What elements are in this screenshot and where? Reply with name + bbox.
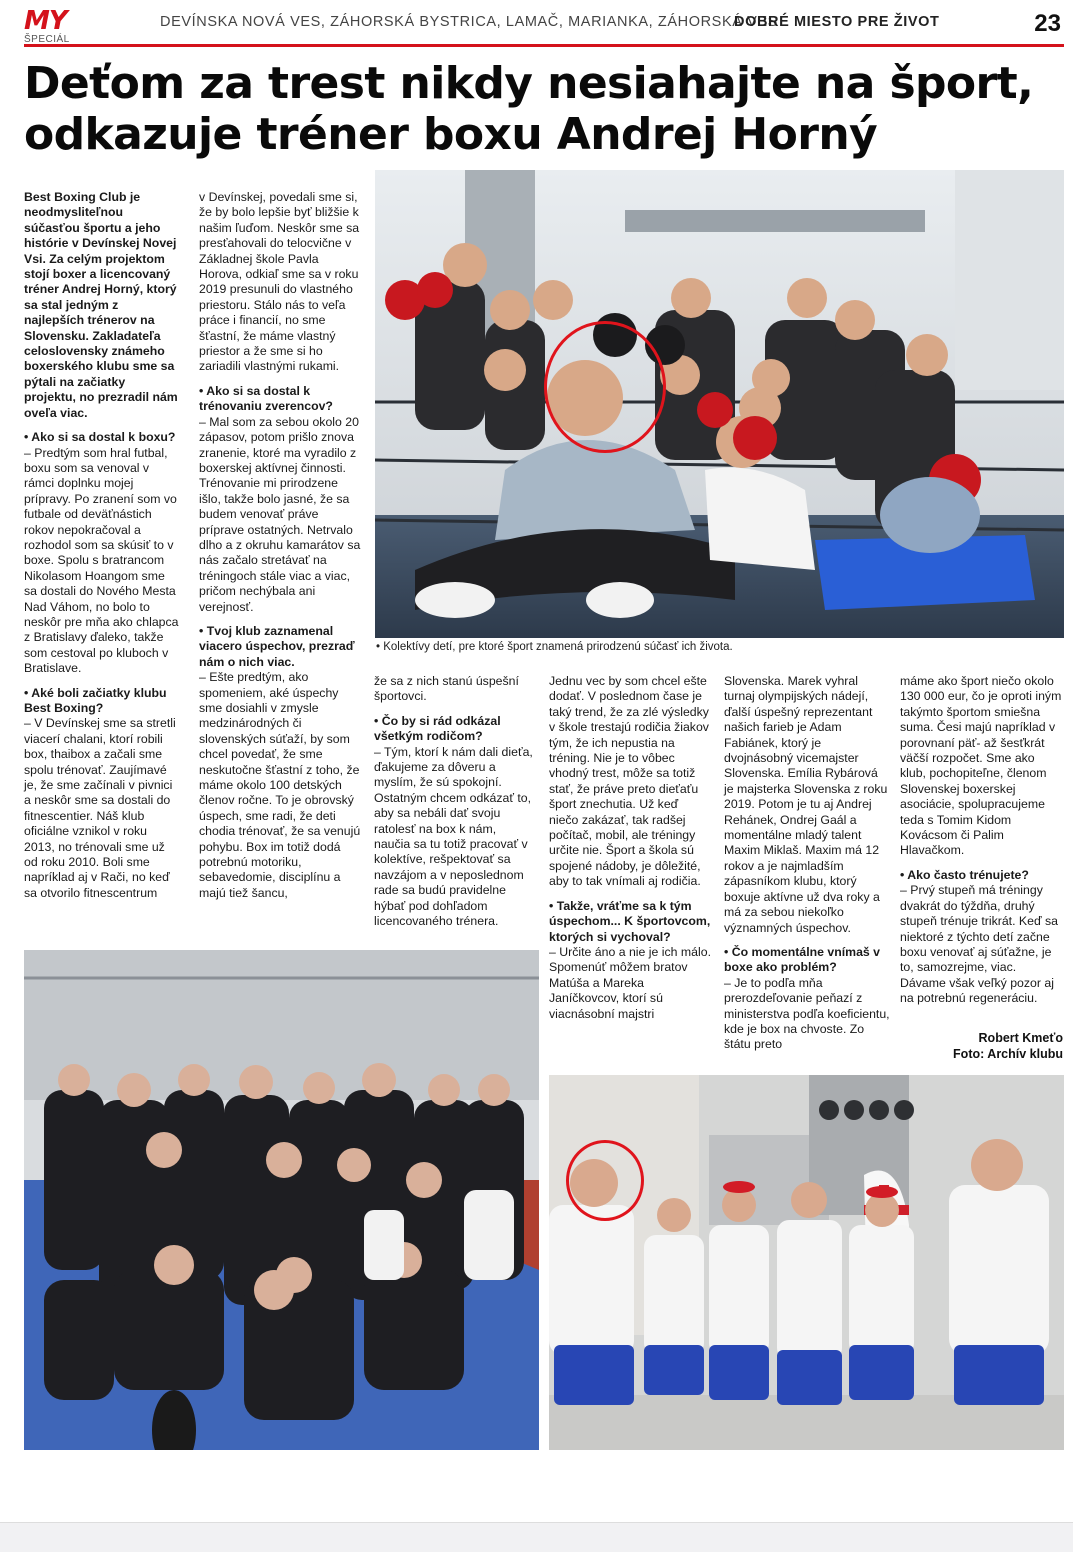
answer-paragraph: – Je to podľa mňa prerozdeľovanie peňazí z ministerstva podľa koeficientu, kde je box na chvoste. Zo štátu preto	[724, 975, 890, 1052]
article-column-6	[900, 674, 1062, 1016]
photo-caption: • Kolektívy detí, pre ktoré šport znamená prirodzenú súčasť ich života.	[376, 641, 733, 653]
headline-line-2: odkazuje tréner boxu Andrej Horný	[24, 109, 878, 160]
question-heading: • Čo momentálne vnímaš v boxe ako problém?	[724, 944, 881, 975]
group-photo-training-image	[24, 950, 539, 1450]
author-name: Robert Kmeťo	[978, 1031, 1063, 1045]
answer-paragraph: – Prvý stupeň má tréningy dvakrát do týždňa, druhý stupeň trénuje trikrát. Keď sa niektoré z týchto detí začne boxu venovať aj súťažne, je to, samozrejme, viac. Dávame však veľký pozor aj na potrebnú regeneráciu.	[900, 883, 1058, 1006]
article-column-3	[374, 674, 534, 939]
page-number: 23	[1034, 10, 1061, 37]
team-photo-flag	[549, 1075, 1064, 1450]
answer-paragraph: – Ešte predtým, ako spomeniem, aké úspechy sme dosiahli v zmysle medzinárodných či slovenských súťaží, by som chcel povedať, že sme neskutočne šťastní z toho, že máme okolo 100 detských členov ročne. To je obrovský úspech, sme radi, že deti chodia trénovať, že sa venujú pohybu. Box im totiž dodá potrebnú motoriku, sebavedomie, disciplínu a majú tiež šancu,	[199, 670, 361, 900]
headline	[24, 58, 1064, 160]
logo-subtitle: ŠPECIÁL	[24, 34, 70, 45]
answer-paragraph: že sa z nich stanú úspešní športovci.	[374, 674, 519, 704]
photo-credit: Foto: Archív klubu	[953, 1047, 1063, 1061]
question-heading: • Ako často trénujete?	[900, 867, 1029, 882]
lead-paragraph: Best Boxing Club je neodmysliteľnou súčasťou športu a jeho histórie v Devínskej Novej Vsi. Za celým projektom stojí boxer a licencovaný tréner Andrej Horný, ktorý sa stal jedným z najlepších trénerov na Slovensku. Zakladateľa celoslovensky známeho boxerského klubu sme sa pýtali na začiatky projektu, no prezradil nám oveľa viac.	[24, 190, 178, 420]
magazine-logo	[24, 8, 70, 45]
answer-paragraph: – Tým, ktorí k nám dali dieťa, ďakujeme za dôveru a myslím, že sú spokojní. Ostatným chcem odkázať to, aby sa nebáli dať svoju ratolesť na box k nám, naučia sa tu totiž pracovať v kolektíve, rešpektovať sa navzájom a v neposlednom rade sa budú pravidelne hýbať pod dohľadom licencovaného trénera.	[374, 744, 533, 929]
answer-paragraph: v Devínskej, povedali sme si, že by bolo lepšie byť bližšie k našim ľuďom. Neskôr sme sa presťahovali do telocvične v Základnej škole Pavla Horova, odkiaľ sme sa v roku 2019 presunuli do vlastného priestoru. Stálo nás to veľa práce i financií, no sme šťastní, že máme vlastný priestor a že sme si ho zariadili vlastnými rukami.	[199, 190, 360, 374]
team-photo-gym-image	[375, 170, 1064, 638]
article-column-4	[549, 674, 711, 1031]
answer-paragraph: máme ako šport niečo okolo 130 000 eur, čo je oproti iným takýmto športom smiešna suma. Česi majú napríklad v porovnaní päť- až šesťkrát väčší rozpočet. Sme ako klub, pochopiteľne, členom Slovenskej boxerskej asociácie, spolupracujeme teda s Tomim Kidom Kovácsom či Palim Hlavačkom.	[900, 674, 1062, 858]
article-column-1	[24, 190, 180, 910]
answer-paragraph: – Mal som za sebou okolo 20 zápasov, potom prišlo znova zranenie, ktoré ma vyradilo z boxerskej aktívnej činnosti. Trénovanie mi prirodzene išlo, takže bolo jasné, že sa budem venovať práve príprave ostatných. Netrvalo dlho a z okruhu kamarátov sa nás začalo stretávať na tréningoch stále viac a viac, pričom nechýbala ani verejnosť.	[199, 414, 361, 614]
article-column-5	[724, 674, 890, 1062]
logo-text: MY	[24, 6, 67, 36]
team-photo-flag-image	[549, 1075, 1064, 1450]
answer-paragraph: Jednu vec by som chcel ešte dodať. V poslednom čase je taký trend, že za zlé výsledky v škole trestajú rodičia žiakov tým, že ich nepustia na tréning. Nie je to vôbec vhodný trest, môže sa totiž stať, že práve preto dieťaťu šport znechutia. Už keď niečo zakázať, tak radšej počítač, mobil, ale tréningy určite nie. Šport a škola sú spojené nádoby, je dôležité, aby to tak vnímali aj rodičia.	[549, 674, 709, 889]
highlight-circle	[566, 1140, 644, 1221]
team-photo-gym	[375, 170, 1064, 638]
question-heading: • Ako si sa dostal k boxu?	[24, 430, 176, 445]
masthead	[0, 0, 1073, 52]
header-rule	[24, 44, 1064, 47]
headline-line-1: Deťom za trest nikdy nesiahajte na šport,	[24, 58, 1034, 109]
article-column-2	[199, 190, 361, 910]
locations-header: DEVÍNSKA NOVÁ VES, ZÁHORSKÁ BYSTRICA, LAMAČ, MARIANKA, ZÁHORSKÁ VES	[160, 14, 778, 30]
question-heading: • Aké boli začiatky klubu Best Boxing?	[24, 685, 167, 715]
group-photo-training	[24, 950, 539, 1450]
page-footer-bar	[0, 1522, 1073, 1552]
answer-paragraph: – Predtým som hral futbal, boxu som sa venoval v rámci doplnku mojej prípravy. Po zranení som vo futbale od deväťnástich rokov nepokračoval a rozhodol som sa skúsiť to v boxe. Spolu s bratrancom Nikolasom Hoangom sme sa dostali do Nového Mesta Nad Váhom, no bolo to neskôr pre mňa ako chlapca z Bratislavy ďaleko, takže som cestoval po kluboch v Bratislave.	[24, 445, 179, 676]
answer-paragraph: – V Devínskej sme sa stretli viacerí chalani, ktorí robili box, thaibox a začali sme spolu trénovať. Zaujímavé je, že sme začínali v pivnici a neskôr sme sa dostali do fitnescentier. Náš klub oficiálne vznikol v roku 2013, no trénovali sme už od roku 2010. Boli sme napríklad aj v Rači, no keď sa otvorilo fitnescentrum	[24, 716, 176, 900]
question-heading: • Tvoj klub zaznamenal viacero úspechov, prezraď nám o nich viac.	[199, 623, 355, 669]
motto-header: DOBRÉ MIESTO PRE ŽIVOT	[734, 14, 940, 30]
question-heading: • Takže, vráťme sa k tým úspechom... K športovcom, ktorých si vychoval?	[549, 898, 711, 944]
answer-paragraph: – Určite áno a nie je ich málo. Spomenúť môžem bratov Matúša a Mareka Janíčkovcov, ktorí sú viacnásobní majstri	[549, 944, 711, 1021]
question-heading: • Ako si sa dostal k trénovaniu zverencov?	[199, 383, 333, 414]
highlight-circle	[544, 321, 666, 453]
answer-paragraph: Slovenska. Marek vyhral turnaj olympijských nádejí, ďalší úspešný reprezentant našich farieb je Adam Fabiánek, ktorý je dvojnásobný vicemajster Slovenska. Emília Rybárová je majsterka Slovenska z roku 2019. Potom je tu aj Andrej Rehánek, Ondrej Gaál a momentálne mladý talent Maxim Miklaš. Maxim má 12 rokov a je najmladším zápasníkom klubu, ktorý boxuje aktívne už dva roky a má za sebou niekoľko významných úspechov.	[724, 674, 888, 935]
question-heading: • Čo by si rád odkázal všetkým rodičom?	[374, 713, 501, 744]
